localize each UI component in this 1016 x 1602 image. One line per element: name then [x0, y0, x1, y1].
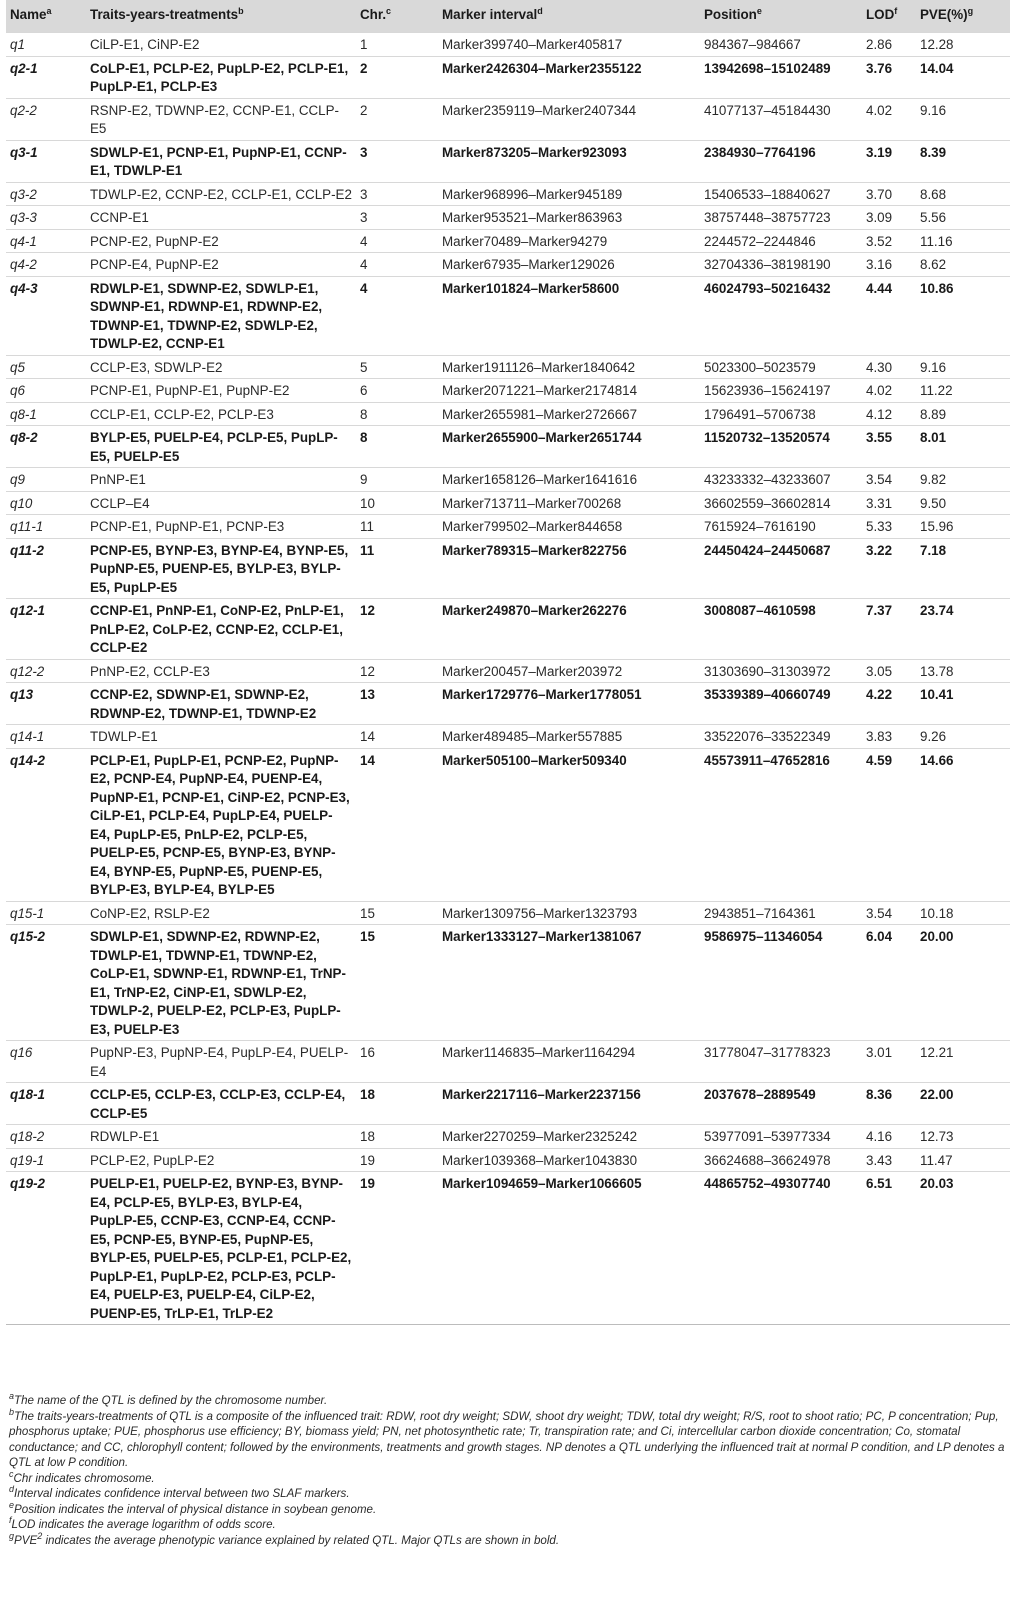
position-cell: 36602559–36602814 — [704, 495, 831, 511]
marker-interval-cell: Marker505100–Marker509340 — [442, 752, 627, 768]
chr-cell: 5 — [360, 359, 368, 375]
table-row — [6, 491, 1010, 515]
pve-cell: 9.16 — [920, 102, 947, 118]
table-header — [6, 0, 1010, 33]
marker-interval-cell: Marker2655981–Marker2726667 — [442, 406, 638, 422]
header-marker-interval: Marker interval$^d$ — [438, 0, 700, 33]
pve-cell: 8.39 — [920, 144, 947, 160]
marker-interval-cell: Marker489485–Marker557885 — [442, 729, 623, 744]
table-row — [6, 659, 1010, 683]
chr-cell: 4 — [360, 257, 368, 272]
table-row — [6, 379, 1010, 403]
chr-cell: 12 — [360, 663, 375, 679]
pve-cell: 22.00 — [920, 1087, 954, 1102]
lod-cell: 4.30 — [866, 359, 893, 375]
traits-cell: CCLP–E4 — [90, 495, 150, 511]
pve-cell: 11.22 — [920, 383, 953, 398]
traits-cell: RDWLP-E1 — [90, 1129, 160, 1144]
table-row — [6, 33, 1010, 57]
table-row — [6, 1083, 1010, 1125]
traits-cell: PCNP-E5, BYNP-E3, BYNP-E4, BYNP-E5, PupNP-E5, PUENP-E5, BYLP-E3, BYLP-E5, PupLP-E5 — [90, 542, 349, 595]
marker-interval-cell: Marker2426304–Marker2355122 — [442, 60, 642, 76]
qtl-name-cell: q2-1 — [10, 60, 38, 76]
qtl-name-cell: q10 — [10, 495, 33, 511]
chr-cell: 11 — [360, 542, 375, 558]
chr-cell: 2 — [360, 60, 368, 76]
traits-cell: SDWLP-E1, SDWNP-E2, RDWNP-E2, TDWLP-E1, TDWNP-E1, TDWNP-E2, CoLP-E1, SDWNP-E1, RDWNP-E1, TrNP-E1, TrNP-E2, CiNP-E1, SDWLP-E2, TDWLP-2, PUELP-E2, PCLP-E3, PupLP-E3, PUELP-E3 — [90, 929, 346, 1037]
marker-interval-cell: Marker101824–Marker58600 — [442, 280, 620, 296]
chr-cell: 16 — [360, 1045, 375, 1060]
qtl-name-cell: q11-2 — [10, 542, 44, 558]
qtl-name-cell: q16 — [10, 1045, 33, 1060]
table-row — [6, 206, 1010, 230]
table-row — [6, 56, 1010, 98]
position-cell: 53977091–53977334 — [704, 1129, 831, 1144]
chr-cell: 8 — [360, 430, 368, 445]
table-row — [6, 748, 1010, 901]
header-chr: Chr.$^c$ — [356, 0, 438, 33]
marker-interval-cell: Marker873205–Marker923093 — [442, 144, 627, 160]
position-cell: 9586975–11346054 — [704, 929, 823, 944]
marker-interval-cell: Marker70489–Marker94279 — [442, 233, 608, 249]
traits-cell: PnNP-E1 — [90, 472, 146, 487]
marker-interval-cell: Marker799502–Marker844658 — [442, 519, 623, 534]
traits-cell: RDWLP-E1, SDWNP-E2, SDWLP-E1, SDWNP-E1, RDWNP-E1, RDWNP-E2, TDWNP-E1, TDWNP-E2, SDWLP-E2, TDWLP-E2, CCNP-E1 — [90, 280, 323, 351]
chr-cell: 4 — [360, 280, 368, 296]
traits-cell: PnNP-E2, CCLP-E3 — [90, 663, 210, 679]
lod-cell: 3.54 — [866, 905, 893, 921]
table-row — [6, 538, 1010, 599]
lod-cell: 5.33 — [866, 519, 893, 534]
lod-cell: 4.44 — [866, 280, 893, 296]
pve-cell: 13.78 — [920, 663, 954, 679]
traits-cell: RSNP-E2, TDWNP-E2, CCNP-E1, CCLP-E5 — [90, 102, 340, 136]
qtl-name-cell: q18-2 — [10, 1129, 45, 1144]
position-cell: 15623936–15624197 — [704, 383, 831, 398]
pve-cell: 12.21 — [920, 1045, 954, 1060]
position-cell: 7615924–7616190 — [704, 519, 816, 534]
footnotes — [9, 1393, 1007, 1548]
traits-cell: PCLP-E2, PupLP-E2 — [90, 1152, 215, 1168]
table-row — [6, 683, 1010, 725]
traits-cell: PCNP-E1, PupNP-E1, PCNP-E3 — [90, 519, 285, 534]
pve-cell: 10.41 — [920, 687, 954, 702]
lod-cell: 3.31 — [866, 495, 893, 511]
chr-cell: 6 — [360, 383, 368, 398]
footnote-b: $^b$The traits-years-treatments of QTL is a composite of the influenced trait: RDW, root dry weight; SDW, shoot dry weight; TDW, total dry weight; R/S, root to shoot ratio; PC, P concentration; Pup, phosphorus uptake; PUE, phosphorus use efficiency; BY, biomass yield; PN, net photosynthetic rate; Tr, transpiration rate; and Ci, intercellular carbon dioxide concentration; Co, stomatal conductance; and CC, chlorophyll content; followed by the environments, treatments and growth stages. NP denotes a QTL underlying the influenced trait at normal P condition, and LP denotes a QTL at low P condition. — [9, 1406, 1005, 1469]
qtl-name-cell: q9 — [10, 472, 25, 487]
position-cell: 2943851–7164361 — [704, 905, 816, 921]
qtl-name-cell: q5 — [10, 359, 25, 375]
traits-cell: CCNP-E1, PnNP-E1, CoNP-E2, PnLP-E1, PnLP-E2, CoLP-E2, CCNP-E2, CCLP-E1, CCLP-E2 — [90, 603, 344, 655]
qtl-name-cell: q19-2 — [10, 1176, 45, 1191]
table-row — [6, 98, 1010, 140]
qtl-name-cell: q12-2 — [10, 663, 45, 679]
position-cell: 2037678–2889549 — [704, 1087, 816, 1102]
pve-cell: 5.56 — [920, 210, 947, 225]
footnote-f: $^f$LOD indicates the average logarithm of odds score. — [9, 1515, 276, 1531]
marker-interval-cell: Marker1146835–Marker1164294 — [442, 1045, 636, 1060]
header-pve: PVE(%)$^g$ — [916, 0, 1010, 33]
position-cell: 41077137–45184430 — [704, 102, 831, 118]
lod-cell: 4.02 — [866, 102, 893, 118]
traits-cell: CCLP-E3, SDWLP-E2 — [90, 359, 223, 375]
qtl-name-cell: q19-1 — [10, 1152, 45, 1168]
position-cell: 2244572–2244846 — [704, 233, 816, 249]
lod-cell: 3.19 — [866, 144, 893, 160]
table-row — [6, 468, 1010, 492]
chr-cell: 18 — [360, 1129, 375, 1144]
qtl-name-cell: q8-1 — [10, 406, 37, 422]
pve-cell: 9.82 — [920, 472, 947, 487]
footnote-a: $^a$The name of the QTL is defined by the chromosome number. — [9, 1391, 328, 1407]
marker-interval-cell: Marker2071221–Marker2174814 — [442, 383, 638, 398]
table-row — [6, 1148, 1010, 1172]
qtl-table — [6, 0, 1010, 1325]
chr-cell: 15 — [360, 905, 375, 921]
qtl-name-cell: q6 — [10, 383, 25, 398]
chr-cell: 19 — [360, 1176, 375, 1191]
table-row — [6, 355, 1010, 379]
traits-cell: CCNP-E1 — [90, 210, 149, 225]
position-cell: 35339389–40660749 — [704, 687, 831, 702]
chr-cell: 10 — [360, 495, 375, 511]
marker-interval-cell: Marker1039368–Marker1043830 — [442, 1152, 638, 1168]
traits-cell: CoLP-E1, PCLP-E2, PupLP-E2, PCLP-E1, PupLP-E1, PCLP-E3 — [90, 60, 349, 94]
traits-cell: CCLP-E1, CCLP-E2, PCLP-E3 — [90, 406, 274, 422]
traits-cell: TDWLP-E2, CCNP-E2, CCLP-E1, CCLP-E2 — [90, 186, 352, 202]
lod-cell: 7.37 — [866, 603, 893, 618]
footnote-g: $^g$PVE$^2$ indicates the average phenotypic variance explained by related QTL. Major QTLs are shown in bold. — [9, 1530, 560, 1547]
header-position: Position$^e$ — [700, 0, 862, 33]
qtl-name-cell: q13 — [10, 687, 34, 702]
traits-cell: CCNP-E2, SDWNP-E1, SDWNP-E2, RDWNP-E2, TDWNP-E1, TDWNP-E2 — [90, 687, 317, 721]
traits-cell: SDWLP-E1, PCNP-E1, PupNP-E1, CCNP-E1, TDWLP-E1 — [90, 144, 347, 178]
pve-cell: 12.73 — [920, 1129, 954, 1144]
chr-cell: 8 — [360, 406, 368, 422]
lod-cell: 4.22 — [866, 687, 893, 702]
traits-cell: PCNP-E2, PupNP-E2 — [90, 233, 219, 249]
qtl-name-cell: q4-3 — [10, 280, 38, 296]
lod-cell: 3.54 — [866, 472, 893, 487]
header-traits: Traits-years-treatments$^b$ — [86, 0, 356, 33]
marker-interval-cell: Marker1333127–Marker1381067 — [442, 929, 642, 944]
chr-cell: 3 — [360, 210, 368, 225]
pve-cell: 10.18 — [920, 905, 954, 921]
pve-cell: 8.01 — [920, 430, 947, 445]
position-cell: 32704336–38198190 — [704, 257, 831, 272]
chr-cell: 11 — [360, 519, 374, 534]
chr-cell: 13 — [360, 687, 375, 702]
table-body — [6, 33, 1010, 1325]
pve-cell: 8.89 — [920, 406, 947, 422]
position-cell: 24450424–24450687 — [704, 542, 831, 558]
traits-cell: PCNP-E4, PupNP-E2 — [90, 257, 219, 272]
table-row — [6, 182, 1010, 206]
traits-cell: CiLP-E1, CiNP-E2 — [90, 37, 200, 52]
lod-cell: 2.86 — [866, 37, 893, 52]
chr-cell: 15 — [360, 929, 375, 944]
pve-cell: 11.16 — [920, 233, 953, 249]
chr-cell: 14 — [360, 752, 375, 768]
chr-cell: 3 — [360, 144, 368, 160]
qtl-name-cell: q3-1 — [10, 144, 38, 160]
lod-cell: 3.16 — [866, 257, 893, 272]
table-row — [6, 901, 1010, 925]
header-name: Name$^a$ — [6, 0, 86, 33]
table-row — [6, 1125, 1010, 1149]
position-cell: 38757448–38757723 — [704, 210, 831, 225]
pve-cell: 20.03 — [920, 1176, 954, 1191]
marker-interval-cell: Marker200457–Marker203972 — [442, 663, 623, 679]
position-cell: 33522076–33522349 — [704, 729, 831, 744]
pve-cell: 9.26 — [920, 729, 947, 744]
footnote-e: $^e$Position indicates the interval of physical distance in soybean genome. — [9, 1499, 377, 1516]
marker-interval-cell: Marker1658126–Marker1641616 — [442, 472, 638, 487]
marker-interval-cell: Marker2359119–Marker2407344 — [442, 102, 637, 118]
table-row — [6, 140, 1010, 182]
marker-interval-cell: Marker249870–Marker262276 — [442, 603, 627, 618]
chr-cell: 9 — [360, 472, 368, 487]
position-cell: 46024793–50216432 — [704, 280, 831, 296]
lod-cell: 3.55 — [866, 430, 893, 445]
position-cell: 984367–984667 — [704, 37, 801, 52]
traits-cell: PCNP-E1, PupNP-E1, PupNP-E2 — [90, 383, 290, 398]
position-cell: 1796491–5706738 — [704, 406, 816, 422]
position-cell: 11520732–13520574 — [704, 430, 830, 445]
pve-cell: 7.18 — [920, 542, 947, 558]
lod-cell: 3.43 — [866, 1152, 893, 1168]
position-cell: 13942698–15102489 — [704, 60, 831, 76]
marker-interval-cell: Marker1309756–Marker1323793 — [442, 905, 638, 921]
qtl-name-cell: q15-2 — [10, 929, 45, 944]
table-row — [6, 253, 1010, 277]
qtl-name-cell: q3-2 — [10, 186, 37, 202]
position-cell: 2384930–7764196 — [704, 144, 816, 160]
table-row — [6, 1172, 1010, 1325]
position-cell: 44865752–49307740 — [704, 1176, 831, 1191]
marker-interval-cell: Marker2655900–Marker2651744 — [442, 430, 642, 445]
pve-cell: 11.47 — [920, 1152, 953, 1168]
chr-cell: 14 — [360, 729, 375, 744]
chr-cell: 1 — [360, 37, 368, 52]
position-cell: 45573911–47652816 — [704, 752, 830, 768]
header-lod: LOD$^f$ — [862, 0, 916, 33]
position-cell: 31303690–31303972 — [704, 663, 831, 679]
marker-interval-cell: Marker1911126–Marker1840642 — [442, 359, 636, 375]
position-cell: 43233332–43233607 — [704, 472, 831, 487]
qtl-name-cell: q12-1 — [10, 603, 45, 618]
table-row — [6, 402, 1010, 426]
chr-cell: 12 — [360, 603, 375, 618]
traits-cell: PUELP-E1, PUELP-E2, BYNP-E3, BYNP-E4, PCLP-E5, BYLP-E3, BYLP-E4, PupLP-E5, CCNP-E3, CCNP-E4, CCNP-E5, PCNP-E5, BYNP-E5, PupNP-E5, BYLP-E5, PUELP-E5, PCLP-E1, PCLP-E2, PupLP-E1, PupLP-E2, PCLP-E3, PCLP-E4, PUELP-E3, PUELP-E4, CiLP-E2, PUENP-E5, TrLP-E1, TrLP-E2 — [90, 1176, 352, 1321]
table-row — [6, 1041, 1010, 1083]
qtl-name-cell: q14-1 — [10, 729, 45, 744]
pve-cell: 9.50 — [920, 495, 947, 511]
pve-cell: 14.66 — [920, 752, 954, 768]
table-row — [6, 925, 1010, 1041]
traits-cell: CoNP-E2, RSLP-E2 — [90, 905, 210, 921]
marker-interval-cell: Marker67935–Marker129026 — [442, 257, 615, 272]
marker-interval-cell: Marker953521–Marker863963 — [442, 210, 623, 225]
traits-cell: BYLP-E5, PUELP-E4, PCLP-E5, PupLP-E5, PUELP-E5 — [90, 430, 338, 464]
chr-cell: 2 — [360, 102, 368, 118]
lod-cell: 4.12 — [866, 406, 893, 422]
table-row — [6, 276, 1010, 355]
lod-cell: 4.59 — [866, 752, 893, 768]
lod-cell: 3.70 — [866, 186, 893, 202]
pve-cell: 23.74 — [920, 603, 954, 618]
traits-cell: TDWLP-E1 — [90, 729, 158, 744]
marker-interval-cell: Marker399740–Marker405817 — [442, 37, 623, 52]
lod-cell: 4.16 — [866, 1129, 893, 1144]
pve-cell: 14.04 — [920, 60, 954, 76]
lod-cell: 4.02 — [866, 383, 893, 398]
header-row — [6, 0, 1010, 33]
lod-cell: 3.09 — [866, 210, 893, 225]
chr-cell: 18 — [360, 1087, 375, 1102]
chr-cell: 4 — [360, 233, 368, 249]
qtl-name-cell: q2-2 — [10, 102, 37, 118]
footnote-c: $^c$Chr indicates chromosome. — [9, 1468, 155, 1485]
table-row — [6, 725, 1010, 749]
lod-cell: 6.51 — [866, 1176, 893, 1191]
marker-interval-cell: Marker789315–Marker822756 — [442, 542, 627, 558]
marker-interval-cell: Marker1094659–Marker1066605 — [442, 1176, 642, 1191]
footnote-d: $^d$Interval indicates confidence interval between two SLAF markers. — [9, 1484, 350, 1500]
table-row — [6, 515, 1010, 539]
marker-interval-cell: Marker968996–Marker945189 — [442, 186, 623, 202]
lod-cell: 3.52 — [866, 233, 893, 249]
pve-cell: 20.00 — [920, 929, 954, 944]
table-row — [6, 426, 1010, 468]
qtl-name-cell: q1 — [10, 37, 25, 52]
lod-cell: 8.36 — [866, 1087, 893, 1102]
qtl-name-cell: q8-2 — [10, 430, 38, 445]
marker-interval-cell: Marker2270259–Marker2325242 — [442, 1129, 638, 1144]
pve-cell: 10.86 — [920, 280, 954, 296]
position-cell: 36624688–36624978 — [704, 1152, 831, 1168]
pve-cell: 9.16 — [920, 359, 947, 375]
qtl-name-cell: q15-1 — [10, 905, 45, 921]
traits-cell: PupNP-E3, PupNP-E4, PupLP-E4, PUELP-E4 — [90, 1045, 349, 1079]
qtl-name-cell: q4-2 — [10, 257, 37, 272]
lod-cell: 3.76 — [866, 60, 893, 76]
lod-cell: 3.01 — [866, 1045, 893, 1060]
lod-cell: 3.83 — [866, 729, 893, 744]
qtl-name-cell: q4-1 — [10, 233, 37, 249]
pve-cell: 15.96 — [920, 519, 954, 534]
marker-interval-cell: Marker1729776–Marker1778051 — [442, 687, 642, 702]
qtl-name-cell: q11-1 — [10, 519, 44, 534]
lod-cell: 3.22 — [866, 542, 893, 558]
pve-cell: 8.62 — [920, 257, 947, 272]
chr-cell: 3 — [360, 186, 368, 202]
qtl-name-cell: q18-1 — [10, 1087, 45, 1102]
traits-cell: PCLP-E1, PupLP-E1, PCNP-E2, PupNP-E2, PCNP-E4, PupNP-E4, PUENP-E4, PupNP-E1, PCNP-E1, CiNP-E2, PCNP-E3, CiLP-E1, PCLP-E4, PupLP-E4, PUELP-E4, PupLP-E5, PnLP-E2, PCLP-E5, PUELP-E5, PCNP-E5, BYNP-E3, BYNP-E4, BYNP-E5, PupNP-E5, PUENP-E5, BYLP-E3, BYLP-E4, BYLP-E5 — [90, 752, 350, 897]
position-cell: 5023300–5023579 — [704, 359, 816, 375]
pve-cell: 12.28 — [920, 37, 954, 52]
pve-cell: 8.68 — [920, 186, 947, 202]
traits-cell: CCLP-E5, CCLP-E3, CCLP-E3, CCLP-E4, CCLP-E5 — [90, 1087, 346, 1121]
table-row — [6, 599, 1010, 660]
position-cell: 3008087–4610598 — [704, 603, 816, 618]
position-cell: 15406533–18840627 — [704, 186, 831, 202]
marker-interval-cell: Marker713711–Marker700268 — [442, 495, 622, 511]
table-row — [6, 229, 1010, 253]
lod-cell: 3.05 — [866, 663, 893, 679]
position-cell: 31778047–31778323 — [704, 1045, 831, 1060]
qtl-name-cell: q14-2 — [10, 752, 45, 768]
chr-cell: 19 — [360, 1152, 375, 1168]
marker-interval-cell: Marker2217116–Marker2237156 — [442, 1087, 641, 1102]
qtl-name-cell: q3-3 — [10, 210, 37, 225]
lod-cell: 6.04 — [866, 929, 893, 944]
